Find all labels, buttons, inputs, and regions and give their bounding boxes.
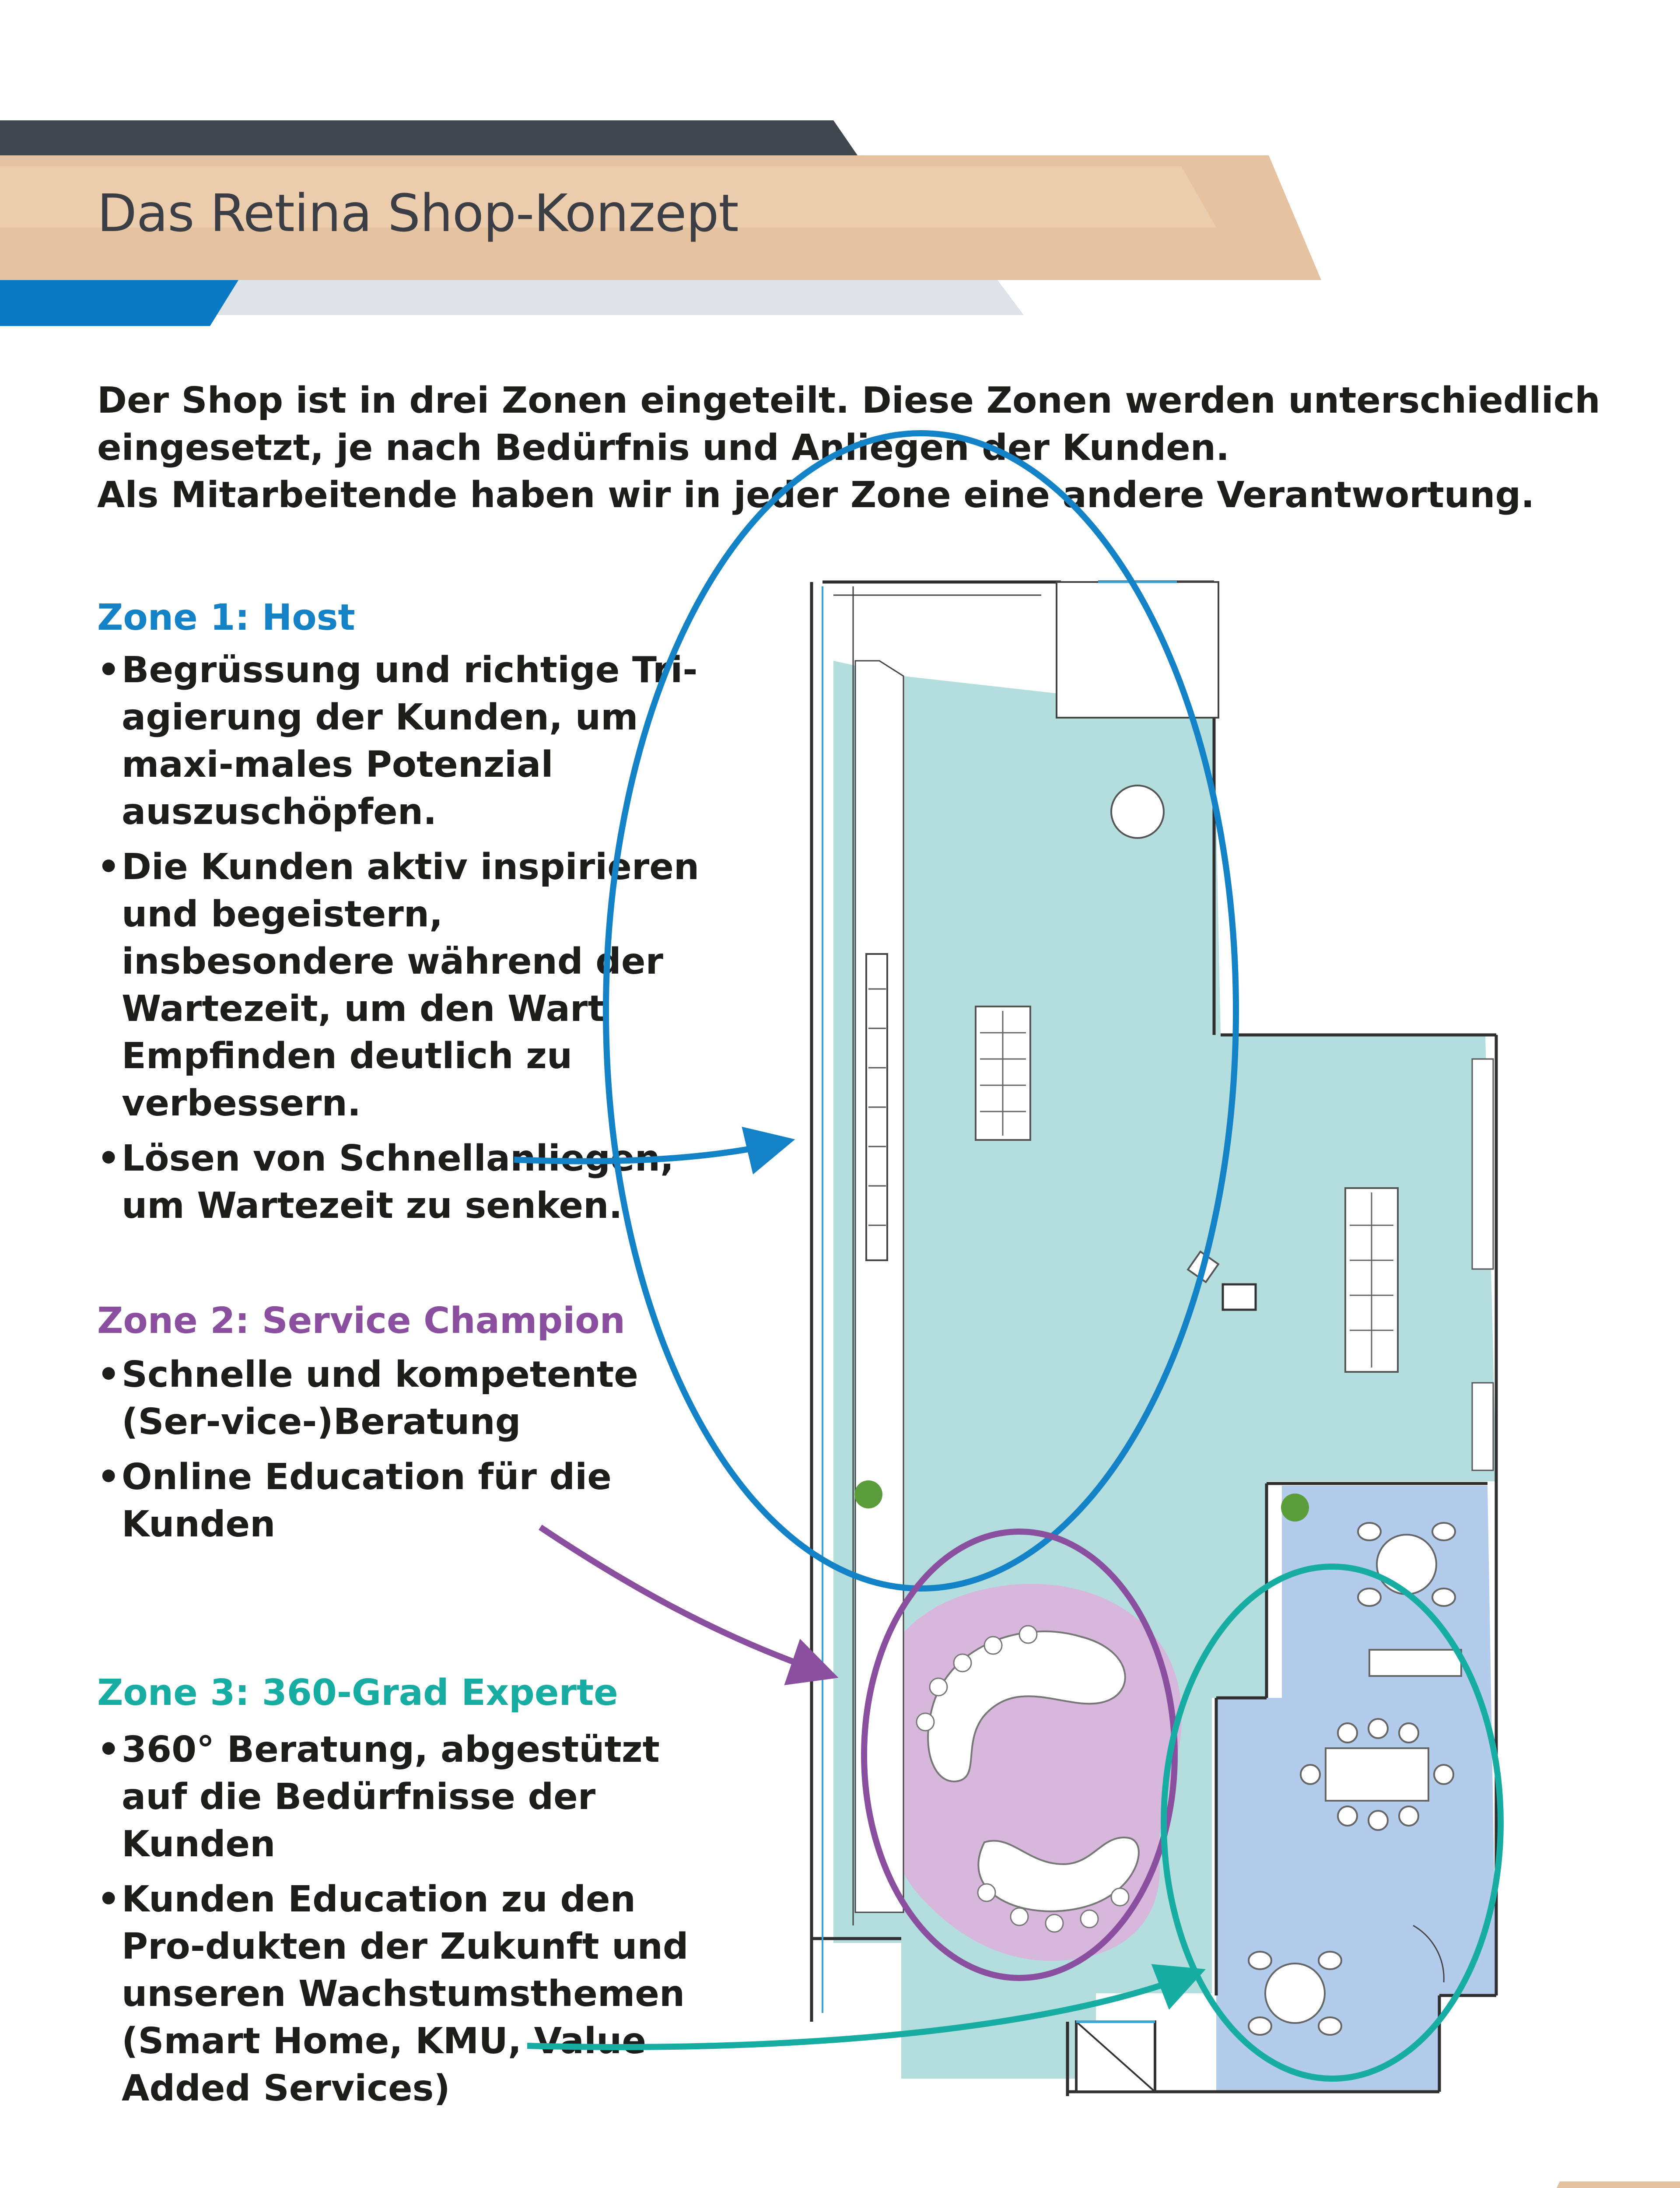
footer-wood-tab [1520, 2181, 1680, 2188]
intro-line: Als Mitarbeitende haben wir in jeder Zone eine andere Verantwortung. [97, 474, 1535, 516]
bullet-text: Begrüssung und richtige Tri-agierung der Kunden, um maxi-males Potenzial auszuschöpfen. [122, 649, 698, 833]
intro-line: Der Shop ist in drei Zonen eingeteilt. Diese Zonen werden unterschiedlich [97, 380, 1600, 421]
bullet-text: 360° Beratung, abgestützt auf die Bedürfnisse der Kunden [122, 1729, 660, 1865]
page-title: Das Retina Shop-Konzept [97, 183, 738, 243]
bullet-text: Online Education für die Kunden [122, 1456, 612, 1545]
bullet-dot: • [97, 846, 120, 888]
bullet-text: Lösen von Schnellanliegen, um Wartezeit zu senken. [122, 1138, 674, 1227]
bullet-dot: • [97, 1879, 120, 1920]
bullet-text: Schnelle und kompetente (Ser-vice-)Beratung [122, 1354, 638, 1443]
bullet-text: Die Kunden aktiv inspirieren und begeistern, insbesondere während der Wartezeit, um den Wart Empfinden deutlich zu verbessern. [122, 846, 700, 1124]
zone-3-heading: Zone 3: 360-Grad Experte [97, 1672, 618, 1714]
bullet-text: Kunden Education zu den Pro-dukten der Zukunft und unseren Wachstumsthemen (Smart Home, KMU, Value Added Services) [122, 1879, 689, 2109]
bullet-dot: • [97, 1138, 120, 1179]
intro-line: eingesetzt, je nach Bedürfnis und Anliegen der Kunden. [97, 427, 1230, 469]
bullet-dot: • [97, 649, 120, 691]
bullet-dot: • [97, 1456, 120, 1498]
bullet-dot: • [97, 1354, 120, 1396]
bullet-dot: • [97, 1729, 120, 1771]
zone-2-heading: Zone 2: Service Champion [97, 1300, 626, 1342]
zone-1-heading: Zone 1: Host [97, 597, 355, 638]
